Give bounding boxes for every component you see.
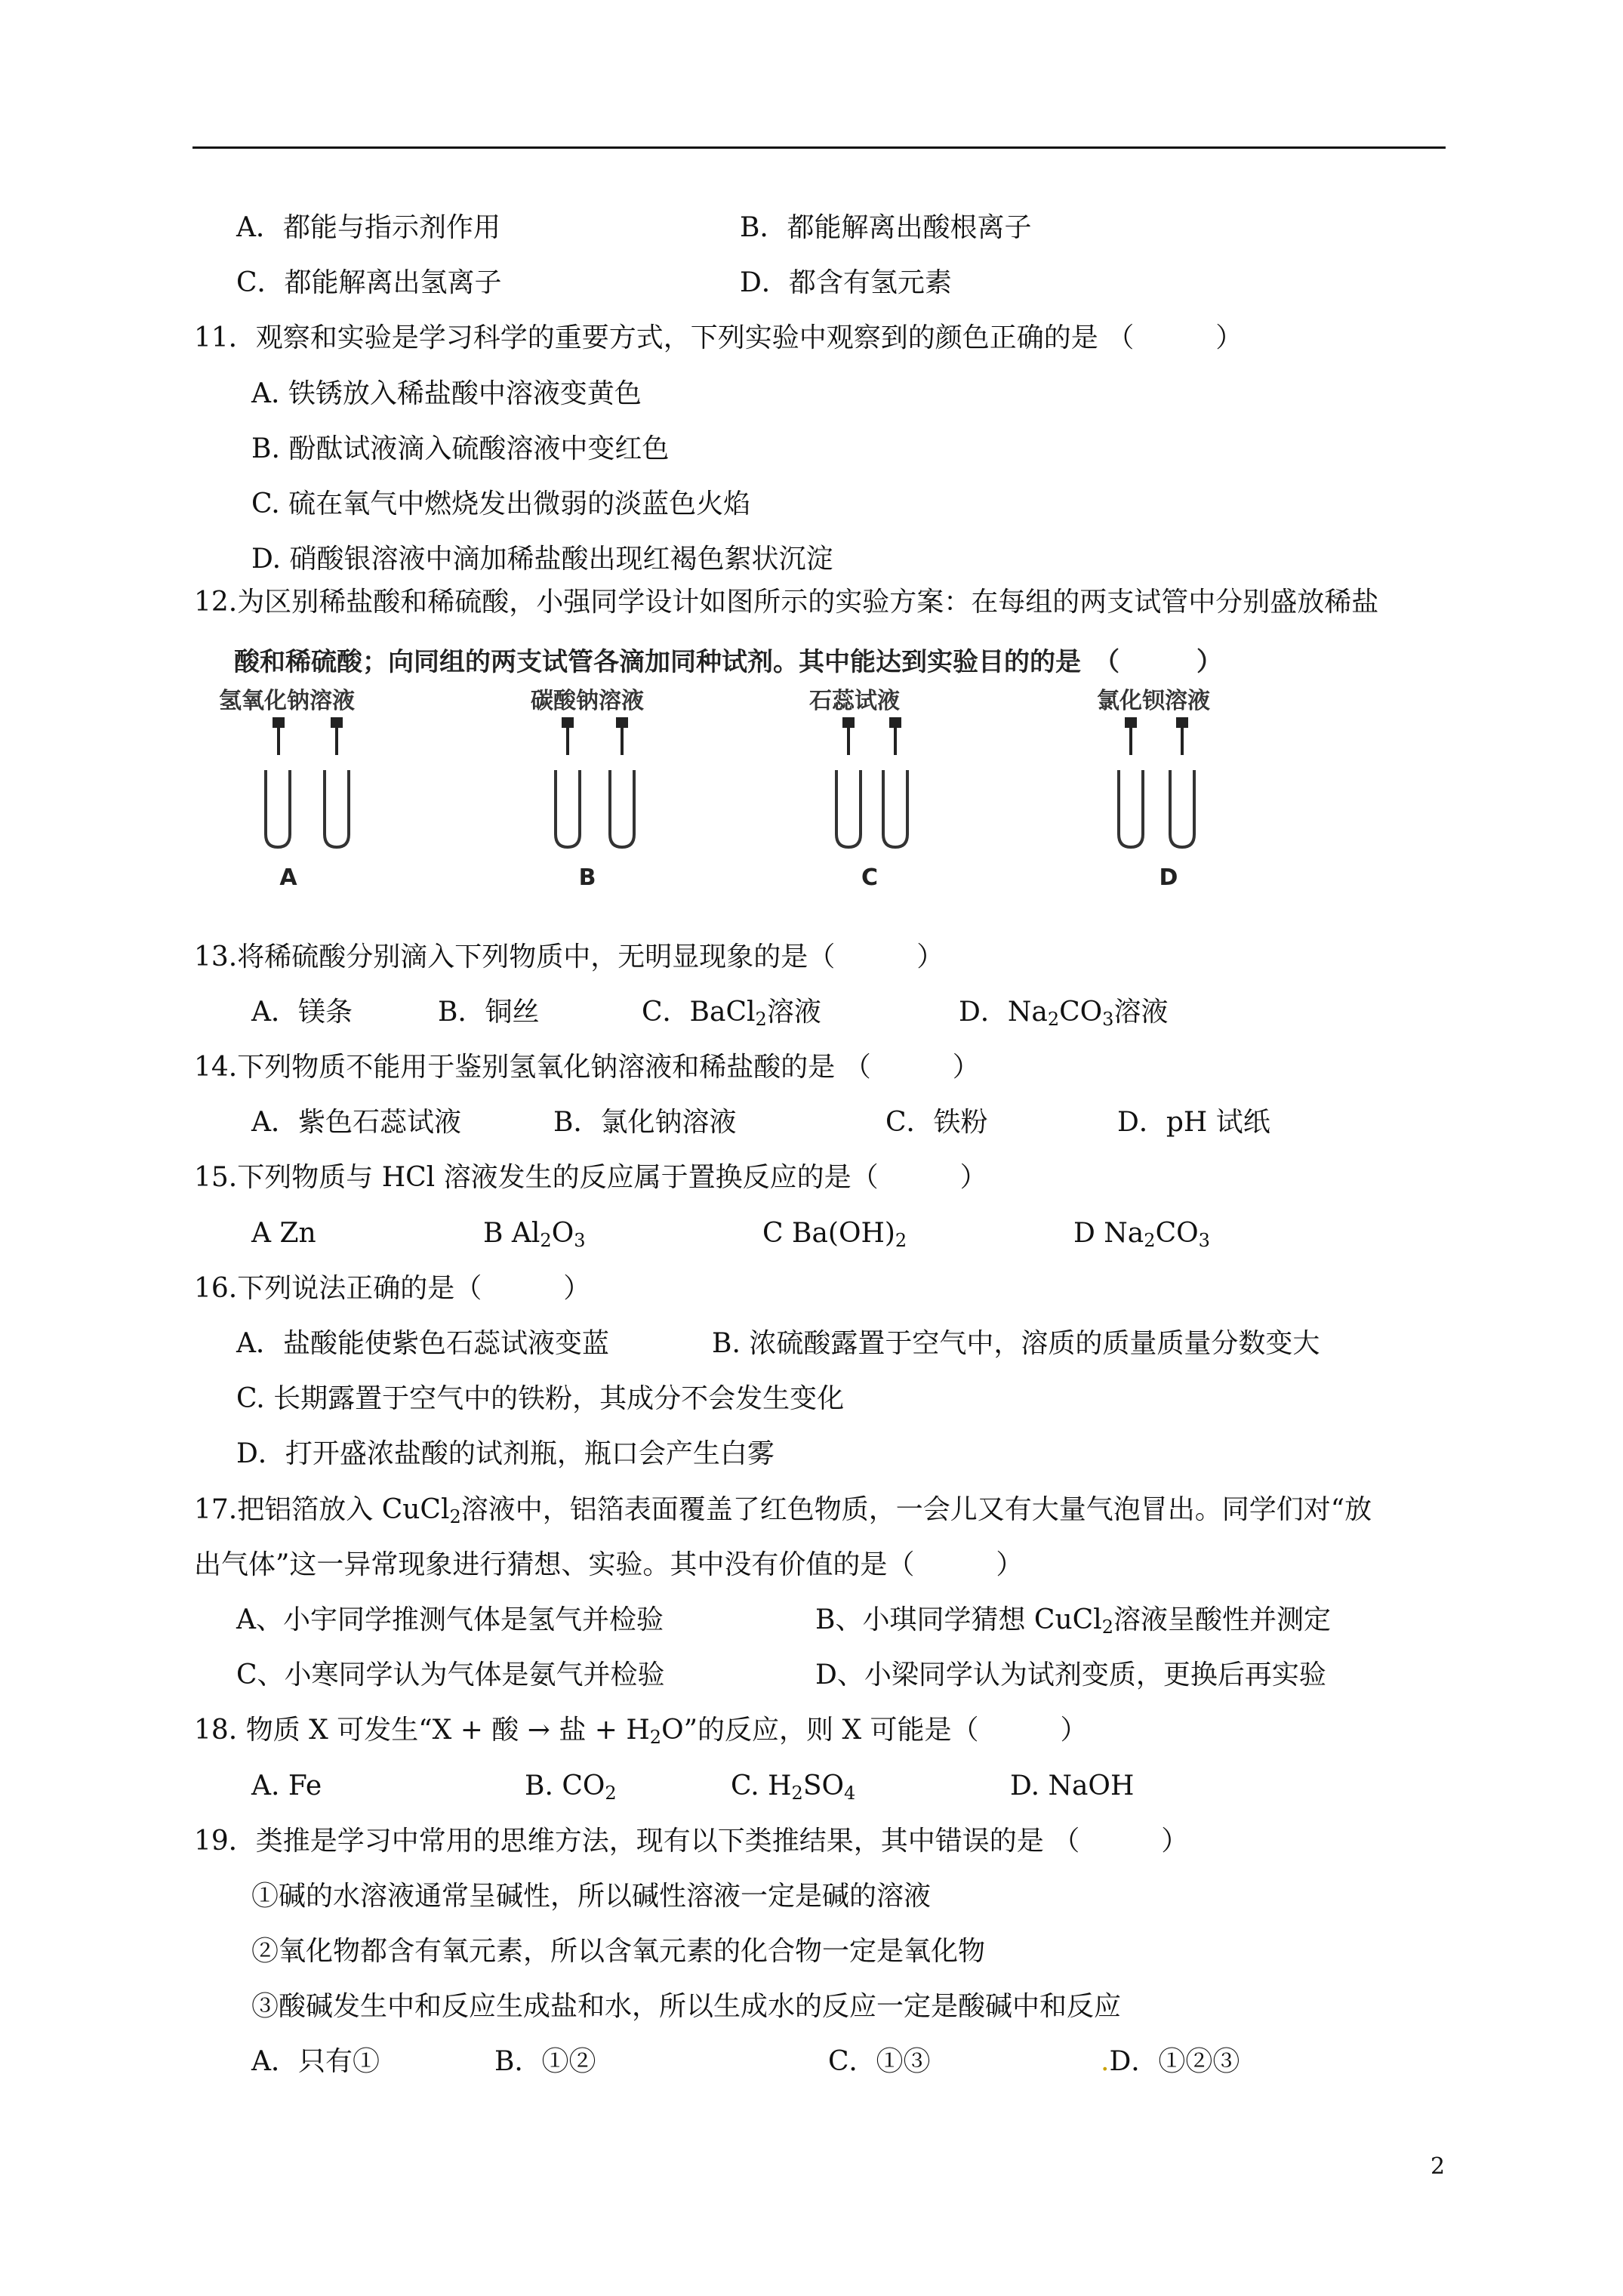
dropper-icon [1126,719,1187,755]
q15-option-b: B $Al_2O_3$ [483,1218,586,1251]
test-tube-figure [204,680,1246,898]
q16-option-b: B. 浓硫酸露置于空气中，溶质的质量质量分数变大 [712,1328,1320,1359]
q19-item-1: ①碱的水溶液通常呈碱性，所以碱性溶液一定是碱的溶液 [251,1881,932,1912]
q18-option-d: D. NaOH [1010,1771,1135,1801]
q19-item-2: ②氧化物都含有氧元素，所以含氧元素的化合物一定是氧化物 [251,1936,986,1967]
q16-option-a: A．盐酸能使紫色石蕊试液变蓝 [236,1328,609,1359]
q11-option-c: C. 硫在氧气中燃烧发出微弱的淡蓝色火焰 [251,488,751,519]
q19-item-3: ③酸碱发生中和反应生成盐和水，所以生成水的反应一定是酸碱中和反应 [251,1991,1122,2022]
q11-option-b: B. 酚酞试液滴入硫酸溶液中变红色 [251,433,670,464]
group-label-d: D [1159,864,1178,891]
group-label-c: C [861,864,879,891]
reagent-label-d: 氯化钡溶液 [1097,688,1210,714]
test-tube-icon [836,770,907,847]
q13-option-a: A．镁条 [251,997,353,1028]
dropper-icon [274,719,341,755]
tube-group-c [809,688,907,891]
q14-stem: 14.下列物质不能用于鉴别氢氧化钠溶液和稀盐酸的是 （ ） [194,1052,980,1083]
q16-option-c: C. 长期露置于空气中的铁粉，其成分不会发生变化 [236,1383,845,1414]
q15-option-d: D $Na_2CO_3$ [1073,1218,1210,1251]
test-tube-icon [1119,770,1194,847]
q12-stem-line1: 12.为区别稀盐酸和稀硫酸，小强同学设计如图所示的实验方案：在每组的两支试管中分别盛放稀盐 [194,587,1379,618]
q14-option-a: A．紫色石蕊试液 [251,1107,461,1138]
q10-option-a: A．都能与指示剂作用 [236,212,500,243]
q13-stem: 13.将稀硫酸分别滴入下列物质中，无明显现象的是（ ） [194,942,944,972]
page-number: 2 [1431,2153,1446,2180]
q17-stem-line2: 出气体”这一异常现象进行猜想、实验。其中没有价值的是（ ） [194,1549,1024,1580]
q17-option-d: D、小梁同学认为试剂变质，更换后再实验 [815,1660,1326,1690]
q19-option-a: A．只有① [251,2046,380,2077]
q14-option-c: C．铁粉 [885,1107,988,1138]
q10-option-c: C．都能解离出氢离子 [236,267,502,298]
q15-stem: 15.下列物质与 HCl 溶液发生的反应属于置换反应的是（ ） [194,1162,987,1193]
q16-stem: 16.下列说法正确的是（ ） [194,1273,591,1304]
q17-stem-line1: 17.把铝箔放入 CuCl$_2$溶液中，铝箔表面覆盖了红色物质，一会儿又有大量气泡冒出。同学们对“放 [194,1494,1372,1527]
q19-option-d: .D．①②③ [1101,2046,1240,2077]
tube-group-d [1097,688,1210,891]
tube-group-a [219,688,355,891]
q17-option-c: C、小寒同学认为气体是氨气并检验 [236,1660,665,1690]
q15-option-c: C $Ba(OH)_2$ [762,1218,907,1251]
q10-option-b: B．都能解离出酸根离子 [740,212,1032,243]
test-tube-icon [266,770,349,847]
q13-option-c: C．BaCl$_2$溶液 [642,997,821,1030]
q16-option-d: D．打开盛浓盐酸的试剂瓶，瓶口会产生白雾 [236,1438,775,1469]
reagent-label-b: 碳酸钠溶液 [531,688,644,714]
group-label-b: B [578,864,596,891]
q19-stem: 19．类推是学习中常用的思维方法，现有以下类推结果，其中错误的是 （ ） [194,1826,1189,1857]
q11-option-d: D. 硝酸银溶液中滴加稀盐酸出现红褐色絮状沉淀 [251,544,833,575]
q15-option-a: A Zn [251,1218,316,1249]
q17-option-b: B、小琪同学猜想 CuCl$_2$溶液呈酸性并测定 [815,1604,1331,1638]
dropper-icon [844,719,900,755]
test-tube-icon [556,770,634,847]
q18-option-a: A. Fe [251,1771,322,1801]
q17-option-a: A、小宇同学推测气体是氢气并检验 [236,1604,664,1635]
q13-option-b: B．铜丝 [438,997,540,1028]
q10-option-d: D．都含有氢元素 [740,267,952,298]
q18-option-b: B. $CO_2$ [525,1771,617,1804]
q12-stem-line2: 酸和稀硫酸；向同组的两支试管各滴加同种试剂。其中能达到实验目的的是 （ ） [234,647,1222,677]
q14-option-d: D．pH 试纸 [1117,1107,1270,1138]
q19-option-c: C．①③ [828,2046,931,2077]
q11-option-a: A. 铁锈放入稀盐酸中溶液变黄色 [251,378,642,409]
group-label-a: A [279,864,297,891]
reagent-label-c: 石蕊试液 [809,688,900,714]
reagent-label-a: 氢氧化钠溶液 [219,688,355,714]
q14-option-b: B．氯化钠溶液 [553,1107,737,1138]
dropper-icon [563,719,627,755]
tube-group-b [531,688,644,891]
q18-stem: 18. 物质 X 可发生“X + 酸 → 盐 + $H_2O$”的反应，则 X 可能是（ ） [194,1715,1088,1748]
q19-option-b: B．①② [494,2046,596,2077]
header-rule [192,146,1446,149]
q11-stem: 11．观察和实验是学习科学的重要方式，下列实验中观察到的颜色正确的是 （ ） [194,322,1243,353]
q13-option-d: D．$Na_2CO_3$溶液 [959,997,1169,1030]
q18-option-c: C. $H_2SO_4$ [731,1771,856,1804]
